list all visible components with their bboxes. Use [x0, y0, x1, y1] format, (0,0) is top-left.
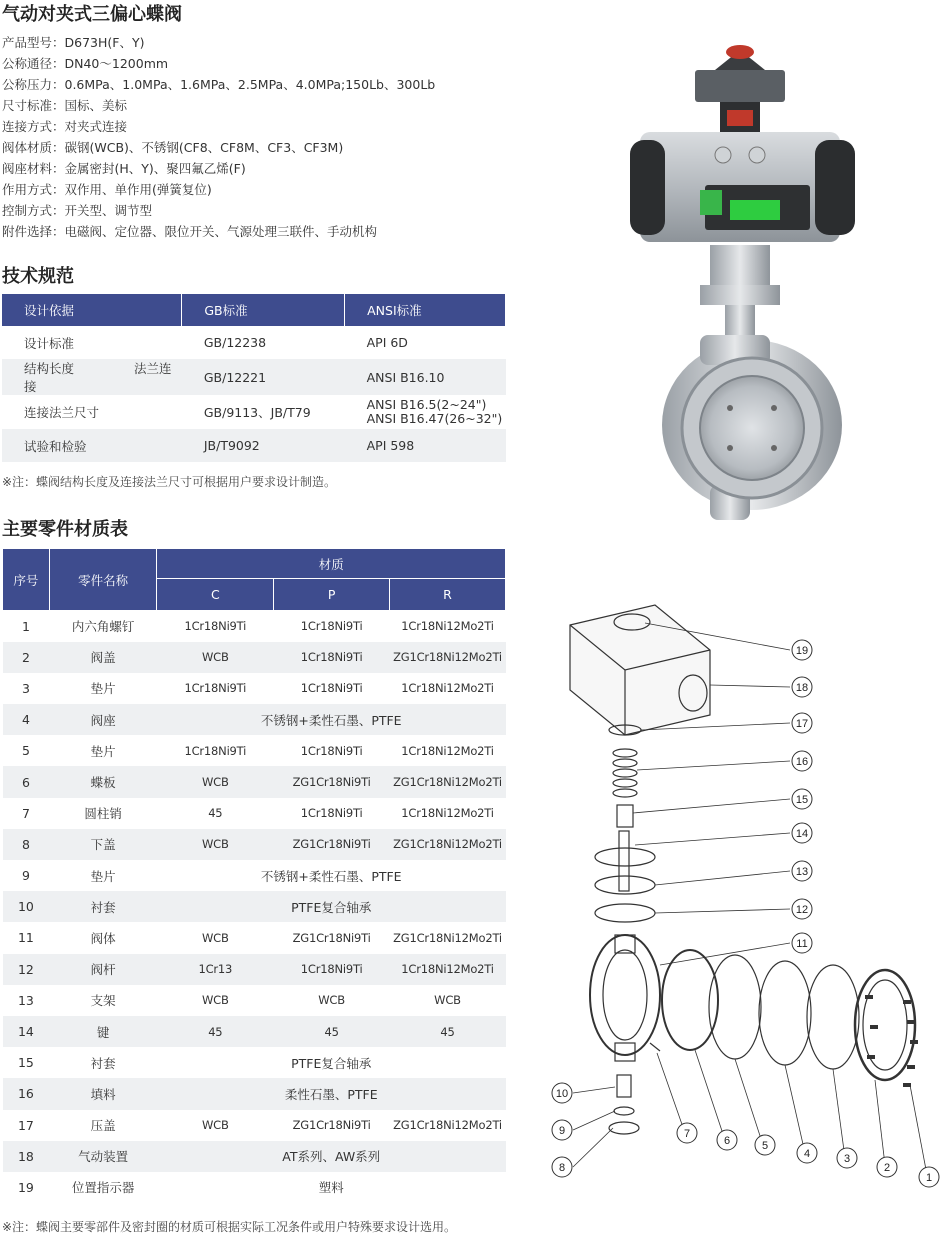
page-title: 气动对夹式三偏心蝶阀	[2, 4, 182, 25]
svg-text:18: 18	[795, 682, 809, 694]
svg-text:13: 13	[795, 866, 809, 878]
tech-ansi: ANSI B16.5(2~24")	[366, 397, 487, 412]
tech-ansi-cell	[345, 395, 506, 429]
parts-heading: 主要零件材质表	[2, 519, 128, 540]
callout-1	[919, 1167, 939, 1187]
tech-header-gb: GB标准	[182, 294, 345, 326]
tech-label: 试验和检验	[2, 429, 182, 462]
valve-product-image	[620, 40, 870, 525]
table-row	[3, 642, 506, 673]
table-row	[3, 891, 506, 922]
part-number: 2	[3, 642, 50, 673]
part-number: 9	[21, 868, 30, 884]
part-name: 垫片	[90, 743, 116, 759]
svg-text:19: 19	[795, 645, 809, 657]
parts-header-material: 材质	[157, 549, 506, 579]
part-name: 键	[49, 1016, 157, 1047]
part-material-c: WCB	[201, 993, 229, 1008]
part-material-p: ZG1Cr18Ni9Ti	[274, 829, 390, 860]
part-material-r: ZG1Cr18Ni12Mo2Ti	[390, 766, 506, 797]
svg-text:4: 4	[803, 1148, 811, 1160]
part-number: 18	[3, 1141, 50, 1172]
part-material-r: ZG1Cr18Ni12Mo2Ti	[390, 829, 506, 860]
tech-ansi: API 598	[345, 429, 506, 462]
part-name: 阀盖	[49, 642, 157, 673]
svg-text:5: 5	[761, 1140, 769, 1152]
tech-gb: GB/12238	[203, 335, 267, 350]
part-name: 气动装置	[49, 1141, 157, 1172]
part-material-c: 1Cr13	[157, 954, 274, 985]
part-material-r: 1Cr18Ni12Mo2Ti	[401, 743, 494, 758]
part-material-p: 1Cr18Ni9Ti	[274, 642, 390, 673]
svg-text:11: 11	[796, 938, 808, 950]
table-row	[3, 922, 506, 953]
callout-9	[552, 1120, 572, 1140]
table-row	[3, 954, 506, 985]
part-material-c: 45	[208, 806, 223, 821]
part-number: 5	[21, 743, 30, 759]
spec-item: 附件选择：电磁阀、定位器、限位开关、气源处理三联件、手动机构	[2, 224, 378, 239]
tech-ansi: API 6D	[366, 335, 408, 350]
exploded-view-diagram	[545, 595, 940, 1195]
callout-19	[792, 640, 812, 660]
spec-item: 连接方式：对夹式连接	[2, 119, 128, 134]
part-material-c: 45	[157, 1016, 274, 1047]
tech-label-cell	[2, 359, 182, 395]
table-row	[2, 359, 506, 395]
callout-11	[792, 933, 812, 953]
part-number: 1	[21, 618, 30, 634]
part-number: 10	[3, 891, 50, 922]
tech-header-ansi: ANSI标准	[345, 294, 506, 326]
part-material-c: WCB	[157, 766, 274, 797]
part-number: 19	[17, 1179, 34, 1195]
part-number: 12	[3, 954, 50, 985]
svg-text:1: 1	[925, 1172, 933, 1184]
callout-15	[792, 789, 812, 809]
part-material-r: 45	[390, 1016, 506, 1047]
part-name: 衬套	[49, 891, 157, 922]
table-row	[3, 766, 506, 797]
part-material: 柔性石墨、PTFE	[157, 1078, 506, 1109]
tech-heading: 技术规范	[2, 266, 74, 287]
part-number: 4	[3, 704, 50, 735]
part-material-r: 1Cr18Ni12Mo2Ti	[401, 681, 494, 696]
part-number: 13	[17, 992, 34, 1008]
svg-text:16: 16	[795, 756, 809, 768]
part-number: 17	[17, 1117, 34, 1133]
callout-4	[797, 1143, 817, 1163]
tech-label: 结构长度	[24, 361, 75, 376]
tech-gb: JB/T9092	[182, 429, 345, 462]
part-number: 16	[3, 1078, 50, 1109]
part-name: 填料	[49, 1078, 157, 1109]
tech-ansi: ANSI B16.10	[345, 359, 506, 395]
part-material-c: WCB	[201, 1118, 229, 1133]
part-name: 支架	[90, 993, 116, 1009]
tech-note: ※注：蝶阀结构长度及连接法兰尺寸可根据用户要求设计制造。	[2, 475, 337, 489]
svg-text:15: 15	[795, 794, 809, 806]
part-material-p: 1Cr18Ni9Ti	[300, 806, 363, 821]
part-material-p: 1Cr18Ni9Ti	[300, 743, 363, 758]
table-row	[3, 1110, 506, 1141]
table-row	[3, 1016, 506, 1047]
spec-item: 控制方式：开关型、调节型	[2, 203, 153, 218]
svg-text:14: 14	[795, 828, 809, 840]
spec-list	[2, 32, 435, 242]
svg-text:6: 6	[723, 1135, 731, 1147]
callout-18	[792, 677, 812, 697]
part-name: 阀体	[90, 930, 116, 946]
parts-header-p: P	[274, 579, 390, 611]
callout-14	[792, 823, 812, 843]
svg-text:17: 17	[795, 718, 809, 730]
part-material-c: 1Cr18Ni9Ti	[184, 743, 247, 758]
part-material-p: ZG1Cr18Ni9Ti	[292, 930, 371, 945]
table-row	[2, 395, 506, 429]
part-material-c: 1Cr18Ni9Ti	[184, 681, 247, 696]
spec-item: 作用方式：双作用、单作用(弹簧复位)	[2, 182, 212, 197]
part-material-r: WCB	[434, 993, 461, 1008]
callout-3	[837, 1148, 857, 1168]
parts-note: ※注：蝶阀主要零部件及密封圈的材质可根据实际工况条件或用户特殊要求设计选用。	[2, 1220, 457, 1234]
svg-text:9: 9	[558, 1125, 566, 1137]
part-material-c: WCB	[157, 642, 274, 673]
part-material-r: 1Cr18Ni12Mo2Ti	[401, 619, 494, 634]
part-material-c: 1Cr18Ni9Ti	[184, 619, 247, 634]
part-name: 垫片	[90, 868, 116, 884]
spec-item: 阀座材料：金属密封(H、Y)、聚四氟乙烯(F)	[2, 161, 246, 176]
part-number: 15	[17, 1055, 34, 1071]
svg-text:12: 12	[795, 904, 809, 916]
callout-13	[792, 861, 812, 881]
table-row	[3, 1141, 506, 1172]
part-material: AT系列、AW系列	[157, 1141, 506, 1172]
callout-5	[755, 1135, 775, 1155]
tech-sublabel: 法兰连接	[24, 361, 172, 394]
tech-label: 设计标准	[24, 335, 75, 351]
table-row	[2, 326, 506, 359]
callout-17	[792, 713, 812, 733]
part-material-r: 1Cr18Ni12Mo2Ti	[390, 954, 506, 985]
part-number: 14	[3, 1016, 50, 1047]
table-row	[3, 735, 506, 766]
parts-material-table	[2, 548, 506, 1203]
part-material-r: ZG1Cr18Ni12Mo2Ti	[390, 642, 506, 673]
part-material-p: 1Cr18Ni9Ti	[274, 954, 390, 985]
part-number: 8	[3, 829, 50, 860]
part-material-c: WCB	[201, 930, 229, 945]
spec-item: 产品型号：D673H(F、Y)	[2, 35, 145, 50]
part-material-r: ZG1Cr18Ni12Mo2Ti	[393, 1118, 502, 1133]
part-material-r: 1Cr18Ni12Mo2Ti	[401, 806, 494, 821]
parts-header-no: 序号	[3, 549, 50, 611]
callout-12	[792, 899, 812, 919]
part-material-p: WCB	[318, 993, 345, 1008]
tech-spec-table	[2, 294, 506, 462]
part-name: 下盖	[49, 829, 157, 860]
callout-6	[717, 1130, 737, 1150]
spec-item: 阀体材质：碳钢(WCB)、不锈钢(CF8、CF8M、CF3、CF3M)	[2, 140, 344, 155]
part-material-c: WCB	[157, 829, 274, 860]
tech-header-basis: 设计依据	[2, 294, 182, 326]
part-number: 6	[3, 766, 50, 797]
table-row	[3, 1078, 506, 1109]
part-material-p: 1Cr18Ni9Ti	[300, 619, 363, 634]
svg-text:2: 2	[883, 1162, 891, 1174]
part-material: PTFE复合轴承	[157, 891, 506, 922]
part-number: 11	[17, 930, 34, 946]
table-row	[3, 985, 506, 1016]
part-name: 阀杆	[49, 954, 157, 985]
spec-item: 公称通径：DN40～1200mm	[2, 56, 169, 71]
tech-gb: GB/12221	[182, 359, 345, 395]
part-name: 垫片	[90, 681, 116, 697]
part-name: 蝶板	[49, 766, 157, 797]
table-row	[3, 860, 506, 891]
parts-header-name: 零件名称	[49, 549, 157, 611]
table-row	[3, 1172, 506, 1203]
tech-label: 连接法兰尺寸	[24, 405, 100, 420]
part-name: 压盖	[90, 1118, 116, 1134]
part-material: 塑料	[318, 1180, 344, 1196]
part-name: 衬套	[90, 1055, 116, 1071]
part-name: 阀座	[49, 704, 157, 735]
part-material: PTFE复合轴承	[291, 1055, 372, 1071]
table-row	[2, 429, 506, 462]
spec-item: 尺寸标准：国标、美标	[2, 98, 128, 113]
part-number: 7	[21, 805, 30, 821]
svg-text:8: 8	[558, 1162, 566, 1174]
part-material-p: 45	[274, 1016, 390, 1047]
table-row	[3, 704, 506, 735]
part-material-p: ZG1Cr18Ni9Ti	[292, 1118, 371, 1133]
parts-header-r: R	[390, 579, 506, 611]
parts-header-c: C	[157, 579, 274, 611]
part-name: 内六角螺钉	[71, 619, 135, 635]
part-material: 不锈钢+柔性石墨、PTFE	[260, 868, 402, 884]
parts-table-body	[3, 611, 506, 1204]
part-number: 3	[21, 680, 30, 696]
svg-text:3: 3	[843, 1153, 851, 1165]
callout-8	[552, 1157, 572, 1177]
part-material-p: ZG1Cr18Ni9Ti	[274, 766, 390, 797]
svg-text:10: 10	[555, 1088, 569, 1100]
table-row	[3, 829, 506, 860]
svg-text:7: 7	[683, 1128, 691, 1140]
part-material: 不锈钢+柔性石墨、PTFE	[157, 704, 506, 735]
callout-16	[792, 751, 812, 771]
callout-7	[677, 1123, 697, 1143]
tech-ansi-2: ANSI B16.47(26~32")	[366, 411, 503, 426]
spec-item: 公称压力：0.6MPa、1.0MPa、1.6MPa、2.5MPa、4.0MPa;150Lb、300Lb	[2, 77, 436, 92]
table-row	[3, 673, 506, 704]
part-material-r: ZG1Cr18Ni12Mo2Ti	[393, 930, 502, 945]
callout-10	[552, 1083, 572, 1103]
table-row	[3, 611, 506, 642]
table-row	[3, 798, 506, 829]
part-name: 位置指示器	[71, 1180, 135, 1196]
part-material-p: 1Cr18Ni9Ti	[300, 681, 363, 696]
part-name: 圆柱销	[84, 806, 122, 822]
tech-gb: GB/9113、JB/T79	[203, 405, 311, 420]
table-row	[3, 1047, 506, 1078]
callout-2	[877, 1157, 897, 1177]
